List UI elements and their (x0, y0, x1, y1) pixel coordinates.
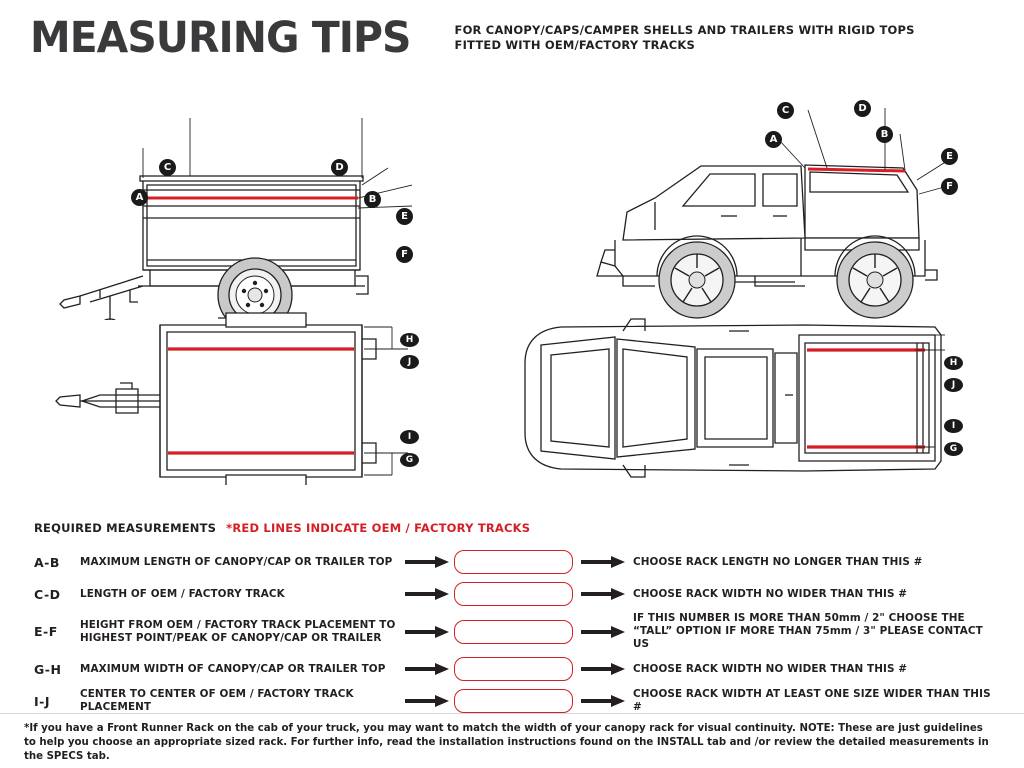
measurement-result-gh: CHOOSE RACK WIDTH NO WIDER THAN THIS # (633, 662, 908, 675)
legend-row (34, 521, 530, 535)
callout-h-truck-top: H (944, 356, 963, 370)
callout-g-trailer-top: G (400, 453, 419, 467)
truck-side-view-illustration (505, 90, 975, 320)
measurement-code-ef: E-F (34, 624, 58, 639)
callout-f-trailer-side: F (396, 246, 413, 263)
measurement-input-ab[interactable] (454, 550, 573, 574)
footnote-text: *If you have a Front Runner Rack on the cab of your truck, you may want to match the width of your canopy rack for visual continuity. NOTE: These are just guidelines to help you choose an appropriate sized rack. For further info, read the installation instructions found on the INSTALL tab and /or review the detailed measurements in the SPECS tab. (24, 723, 989, 762)
diagram-area (0, 60, 1024, 510)
arrow-right-icon (573, 556, 633, 568)
arrow-right-icon (400, 695, 454, 707)
callout-c-truck-side: C (777, 102, 794, 119)
measurement-result-ij: CHOOSE RACK WIDTH AT LEAST ONE SIZE WIDER THAN THIS # (633, 688, 991, 713)
measurement-row-gh (34, 655, 994, 683)
measurement-row-ef (34, 612, 994, 651)
page-header (30, 13, 994, 63)
callout-a-trailer-side: A (131, 189, 148, 206)
trailer-top-view-illustration (20, 305, 440, 485)
measurement-row-cd (34, 580, 994, 608)
measurement-code-ij: I-J (34, 693, 50, 709)
page-title: MEASURING TIPS (30, 13, 411, 63)
measurement-description-ij: CENTER TO CENTER OF OEM / FACTORY TRACK PLACEMENT (80, 688, 354, 713)
callout-d-trailer-side: D (331, 159, 348, 176)
measurement-input-ij[interactable] (454, 689, 573, 713)
measurement-result-ef: IF THIS NUMBER IS MORE THAN 50mm / 2" CHOOSE THE “TALL” OPTION IF MORE THAN 75mm / 3" PLEASE CONTACT US (633, 612, 983, 650)
truck-top-view-illustration (505, 305, 975, 490)
measurement-row-ab (34, 548, 994, 576)
required-measurements-label: REQUIRED MEASUREMENTS (34, 521, 217, 535)
arrow-right-icon (400, 626, 454, 638)
red-lines-note: *RED LINES INDICATE OEM / FACTORY TRACKS (226, 521, 531, 535)
arrow-right-icon (400, 588, 454, 600)
callout-g-truck-top: G (944, 442, 963, 456)
measurement-description-ef: HEIGHT FROM OEM / FACTORY TRACK PLACEMENT TO HIGHEST POINT/PEAK OF CANOPY/CAP OR TRAILER (80, 618, 396, 644)
callout-a-truck-side: A (765, 131, 782, 148)
measurement-code-ab: A-B (34, 554, 60, 570)
arrow-right-icon (400, 556, 454, 568)
callout-j-trailer-top: J (400, 355, 419, 369)
arrow-right-icon (400, 663, 454, 675)
callout-f-truck-side: F (941, 178, 958, 195)
measurement-row-ij (34, 687, 994, 715)
callout-i-trailer-top: I (400, 430, 419, 444)
footnote-divider (0, 713, 1024, 714)
subtitle-line-1: FOR CANOPY/CAPS/CAMPER SHELLS AND TRAILERS WITH RIGID TOPS (454, 23, 915, 37)
callout-h-trailer-top: H (400, 333, 419, 347)
callout-i-truck-top: I (944, 419, 963, 433)
measurement-code-gh: G-H (34, 661, 62, 677)
measurement-input-ef[interactable] (454, 620, 573, 644)
measurements-table (34, 548, 994, 719)
page-subtitle (455, 23, 915, 53)
measurement-description-ab: MAXIMUM LENGTH OF CANOPY/CAP OR TRAILER TOP (80, 555, 393, 568)
subtitle-line-2: FITTED WITH OEM/FACTORY TRACKS (454, 38, 696, 52)
callout-b-truck-side: B (876, 126, 893, 143)
callout-c-trailer-side: C (159, 159, 176, 176)
measurement-result-cd: CHOOSE RACK WIDTH NO WIDER THAN THIS # (633, 587, 908, 600)
arrow-right-icon (573, 695, 633, 707)
measurement-description-gh: MAXIMUM WIDTH OF CANOPY/CAP OR TRAILER TOP (80, 662, 386, 675)
measurement-code-cd: C-D (34, 586, 61, 602)
measurement-input-cd[interactable] (454, 582, 573, 606)
oem-track-line-red-canopy (808, 169, 905, 171)
measurement-input-gh[interactable] (454, 657, 573, 681)
measurement-description-cd: LENGTH OF OEM / FACTORY TRACK (80, 587, 285, 600)
arrow-right-icon (573, 588, 633, 600)
arrow-right-icon (573, 626, 633, 638)
measurement-result-ab: CHOOSE RACK LENGTH NO LONGER THAN THIS # (633, 555, 923, 568)
callout-d-truck-side: D (854, 100, 871, 117)
callout-e-truck-side: E (941, 148, 958, 165)
arrow-right-icon (573, 663, 633, 675)
callout-e-trailer-side: E (396, 208, 413, 225)
callout-b-trailer-side: B (364, 191, 381, 208)
callout-j-truck-top: J (944, 378, 963, 392)
